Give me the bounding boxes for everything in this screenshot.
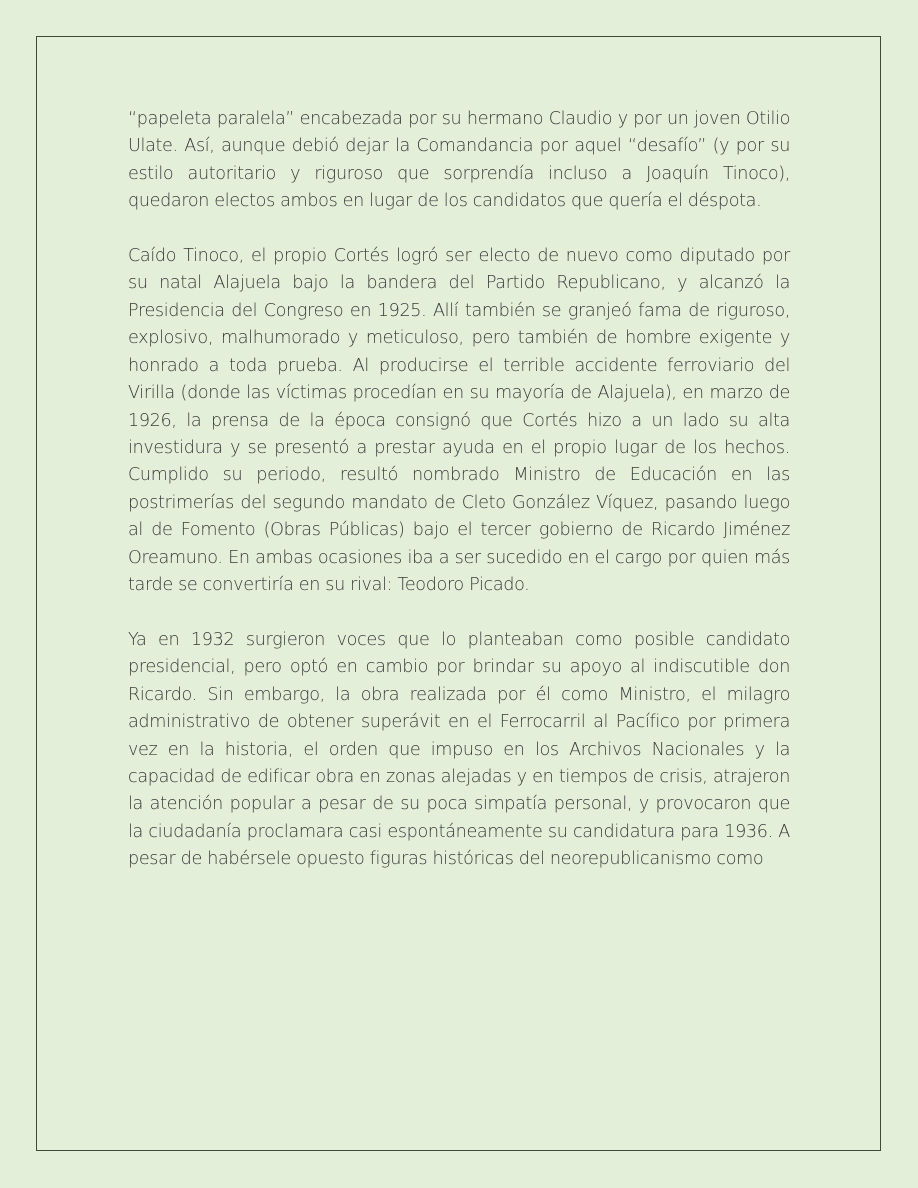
paragraph-3: Ya en 1932 surgieron voces que lo planteaban como posible candidato presidencial, pero optó en cambio por brindar su apoyo al indiscutible don Ricardo. Sin embargo, la obra realizada por él como Ministro, el milagro administrativo de obtener superávit en el Ferrocarril al Pacífico por primera vez en la historia, el orden que impuso en los Archivos Nacionales y la capacidad de edificar obra en zonas alejadas y en tiempos de crisis, atrajeron la atención popular a pesar de su poca simpatía personal, y provocaron que la ciudadanía proclamara casi espontáneamente su candidatura para 1936. A pesar de habérsele opuesto figuras históricas del neorepublicanismo como xyxy=(128,629,790,870)
paragraph-1: “papeleta paralela” encabezada por su hermano Claudio y por un joven Otilio Ulate. Así, aunque debió dejar la Comandancia por aquel “desafío” (y por su estilo autoritario y riguroso que sorprendía incluso a Joaquín Tinoco), quedaron electos ambos en lugar de los candidatos que quería el déspota. xyxy=(128,109,790,212)
document-body xyxy=(128,106,790,874)
paragraph-2: Caído Tinoco, el propio Cortés logró ser electo de nuevo como diputado por su natal Alajuela bajo la bandera del Partido Republicano, y alcanzó la Presidencia del Congreso en 1925. Allí también se granjeó fama de riguroso, explosivo, malhumorado y meticuloso, pero también de hombre exigente y honrado a toda prueba. Al producirse el terrible accidente ferroviario del Virilla (donde las víctimas procedían en su mayoría de Alajuela), en marzo de 1926, la prensa de la época consignó que Cortés hizo a un lado su alta investidura y se presentó a prestar ayuda en el propio lugar de los hechos. Cumplido su periodo, resultó nombrado Ministro de Educación en las postrimerías del segundo mandato de Cleto González Víquez, pasando luego al de Fomento (Obras Públicas) bajo el tercer gobierno de Ricardo Jiménez Oreamuno. En ambas ocasiones iba a ser sucedido en el cargo por quien más tarde se convertiría en su rival: Teodoro Picado. xyxy=(128,245,790,596)
